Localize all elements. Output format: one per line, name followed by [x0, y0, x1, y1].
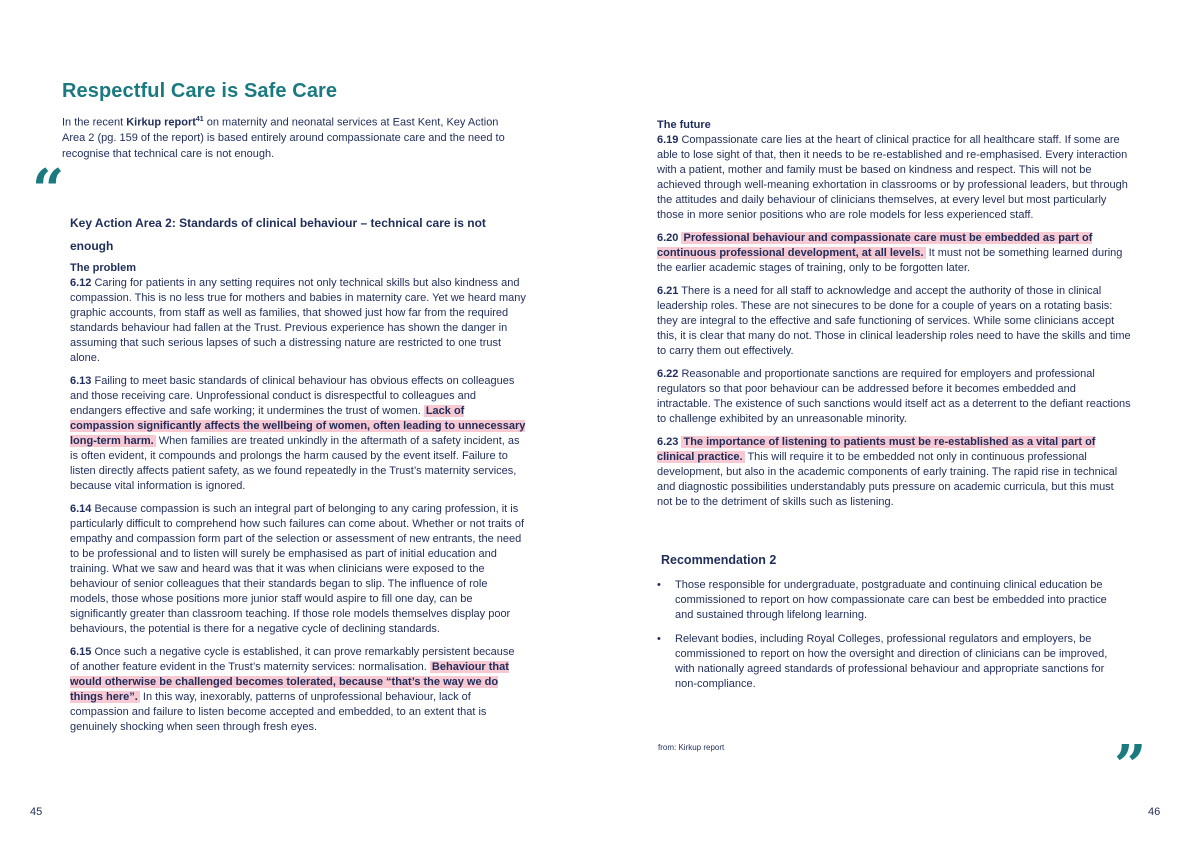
list-item	[657, 632, 1127, 692]
paragraph-text: Because compassion is such an integral part of belonging to any caring profession, it is particularly difficult to comprehend how such failures can come about. Whether or not traits of empathy and compassion form part of the selection or assessment of new entrants, the need to be professional and to listen will surely be emphasised as part of initial education and training. What we saw and heard was that it was when clinicians were exposed to the behaviour of senior colleagues that their standards began to slip. The influence of role models, those whose positions more junior staff would aspire to fill one day, can be significantly greater than classroom teaching. If those role models themselves display poor behaviours, the potential is there for a negative cycle of declining standards.	[70, 503, 525, 635]
bullet-icon: •	[657, 633, 661, 645]
paragraph-6-12	[70, 276, 526, 366]
future-heading: The future	[657, 119, 711, 131]
left-page	[0, 0, 595, 842]
problem-heading: The problem	[70, 262, 137, 274]
paragraph-number: 6.22	[657, 368, 679, 380]
paragraph-number: 6.21	[657, 285, 679, 297]
paragraph-6-15	[70, 645, 526, 735]
paragraph-text: Compassionate care lies at the heart of clinical practice for all healthcare staff. If some are able to lose sight of that, then it needs to be re-established and re-emphasised. Every interaction with a patient, mother and family must be based on kindness and respect. This will not be achieved through well-meaning exhortation in classrooms or by professional leaders, but through the attitudes and daily behaviour of clinicians themselves, at every level but most particularly those in more senior positions who are role models for less experienced staff.	[657, 134, 1128, 221]
paragraph-number: 6.20	[657, 232, 679, 244]
list-item-text: Relevant bodies, including Royal Colleges, professional regulators and employers, be commissioned to report on how the oversight and direction of clinicians can be improved, with nationally agreed standards of professional behaviour and appropriate sanctions for non-compliance.	[675, 633, 1108, 690]
paragraph-6-22	[657, 367, 1132, 427]
paragraph-text: This will require it to be embedded not only in continuous professional development, but also in the academic components of early training. The rapid rise in technical and diagnostic possibilities understandably puts pressure on academic curricula, but this must not be to the detriment of skills such as listening.	[657, 451, 1118, 508]
paragraph-number: 6.13	[70, 375, 92, 387]
right-quote-column	[657, 118, 1132, 518]
paragraph-number: 6.15	[70, 646, 92, 658]
paragraph-text: When families are treated unkindly in the aftermath of a safety incident, as is often evident, it compounds and prolongs the harm caused by the event itself. Failure to listen directly affects patient safety, as we found repeatedly in the Trust’s maternity services, because vital information is ignored.	[70, 435, 520, 492]
intro-pre: In the recent	[62, 116, 127, 129]
highlighted-text: Lack of compassion significantly affects the wellbeing of women, often leading to unnecessary long-term harm.	[70, 405, 526, 447]
highlighted-text: Behaviour that would otherwise be challenged becomes tolerated, because “that’s the way we do things here”.	[70, 661, 509, 703]
footnote-marker: 41	[195, 116, 204, 123]
paragraph-text: Caring for patients in any setting requires not only technical skills but also kindness and compassion. This is no less true for mothers and babies in maternity care. Yet we heard many graphic accounts, from staff as well as families, that showed just how far from the required standards behaviour had fallen at the Trust. Previous experience has shown the danger in assuming that such serious lapses of such a distressing nature are restricted to one trust alone.	[70, 277, 526, 364]
paragraph-number: 6.23	[657, 436, 679, 448]
paragraph-text: It must not be something learned during the earlier academic stages of training, only to be forgotten later.	[657, 247, 1123, 274]
paragraph-text: Reasonable and proportionate sanctions are required for employers and professional regulators so that poor behaviour can be addressed before it becomes embedded and intractable. The existence of such sanctions would itself act as a deterrent to the defiant reactions to challenge exhibited by an unreasonable minority.	[657, 368, 1131, 425]
intro-paragraph	[62, 112, 522, 162]
paragraph-6-21	[657, 284, 1132, 359]
recommendation-title: Recommendation 2	[661, 553, 777, 567]
list-item	[657, 578, 1127, 623]
paragraph-text: There is a need for all staff to acknowledge and accept the authority of those in clinical leadership roles. These are not sinecures to be done for a couple of years on a rotating basis: they are integral to the effective and safe functioning of services. While some clinicians accept this, it is clear that many do not. Those in clinical leadership roles need to have the skills and time to carry them out effectively.	[657, 285, 1131, 357]
key-action-heading: Key Action Area 2: Standards of clinical behaviour – technical care is not enough	[70, 216, 486, 253]
highlighted-text: Professional behaviour and compassionate care must be embedded as part of continuous professional development, at all levels.	[657, 232, 1093, 259]
intro-post: on maternity and neonatal services at East Kent, Key Action Area 2 (pg. 159 of the report) is based entirely around compassionate care and the need to recognise that technical care is not enough.	[62, 116, 505, 160]
paragraph-text: Failing to meet basic standards of clinical behaviour has obvious effects on colleagues and those receiving care. Unprofessional conduct is disrespectful to colleagues and endangers effective and safe working; it undermines the trust of women.	[70, 375, 515, 417]
recommendation-list	[657, 578, 1127, 701]
close-quote-icon: ”	[1114, 733, 1147, 799]
open-quote-icon: “	[32, 157, 65, 223]
paragraph-6-13	[70, 374, 526, 494]
paragraph-text: Once such a negative cycle is established, it can prove remarkably persistent because of another feature evident in the Trust’s maternity services: normalisation.	[70, 646, 515, 673]
paragraph-6-14	[70, 502, 526, 637]
bullet-icon: •	[657, 579, 661, 591]
paragraph-number: 6.12	[70, 277, 92, 289]
paragraph-text: In this way, inexorably, patterns of unprofessional behaviour, lack of compassion and failure to listen become accepted and embedded, to an extent that is genuinely shocking when seen through fresh eyes.	[70, 691, 487, 733]
page-number-right: 46	[1148, 806, 1161, 818]
page-title: Respectful Care is Safe Care	[62, 80, 338, 102]
paragraph-6-20	[657, 231, 1132, 276]
paragraph-number: 6.19	[657, 134, 679, 146]
left-quote-column	[70, 261, 526, 743]
page-number-left: 45	[30, 806, 43, 818]
kirkup-report-reference: Kirkup report	[126, 116, 196, 129]
list-item-text: Those responsible for undergraduate, postgraduate and continuing clinical education be commissioned to report on how compassionate care can best be embedded into practice and sustained through lifelong learning.	[675, 579, 1107, 621]
source-caption: from: Kirkup report	[658, 743, 725, 752]
paragraph-6-19	[657, 133, 1132, 223]
paragraph-number: 6.14	[70, 503, 92, 515]
paragraph-6-23	[657, 435, 1132, 510]
highlighted-text: The importance of listening to patients must be re-established as a vital part of clinical practice.	[657, 436, 1096, 463]
